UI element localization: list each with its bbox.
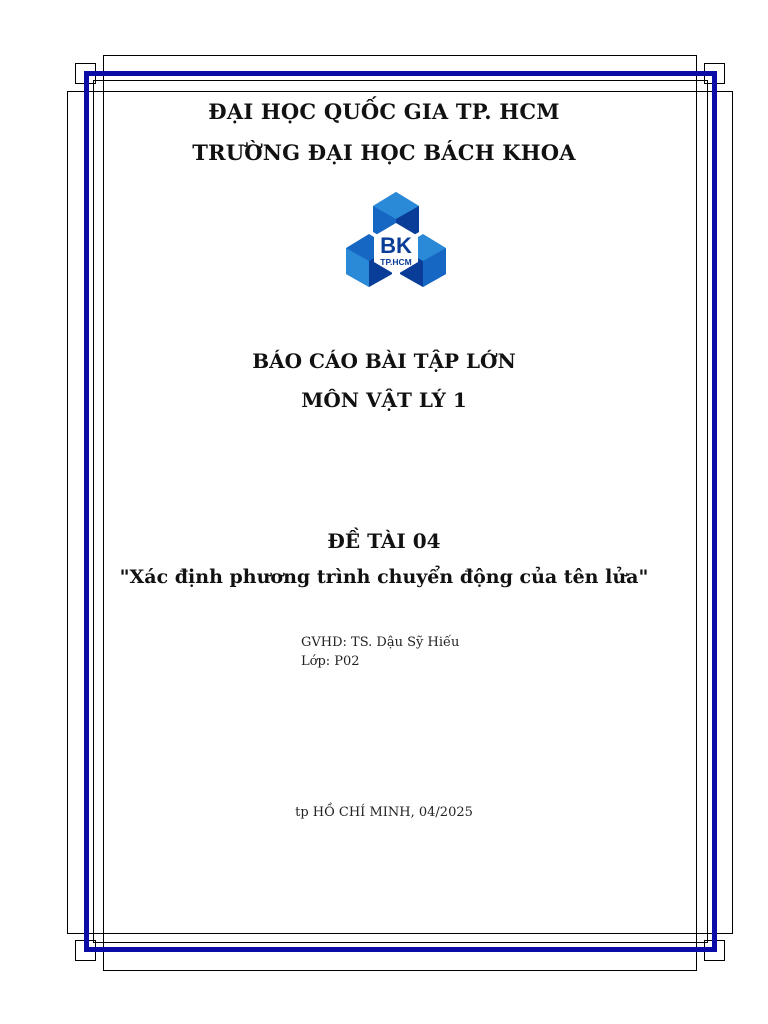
bk-logo: [345, 190, 447, 298]
place-date: tp HỒ CHÍ MINH, 04/2025: [295, 805, 473, 820]
topic-number: ĐỀ TÀI 04: [327, 529, 441, 553]
school-name: TRƯỜNG ĐẠI HỌC BÁCH KHOA: [192, 140, 576, 165]
report-title: BÁO CÁO BÀI TẬP LỚN: [252, 349, 516, 373]
advisor-line: GVHD: TS. Dậu Sỹ Hiếu: [301, 635, 460, 650]
topic-name: "Xác định phương trình chuyển động của tên lửa": [119, 566, 649, 588]
report-subject: MÔN VẬT LÝ 1: [301, 388, 467, 412]
logo-text-tphcm: TP.HCM: [380, 257, 412, 267]
university-name: ĐẠI HỌC QUỐC GIA TP. HCM: [208, 99, 560, 124]
class-line: Lớp: P02: [301, 654, 360, 669]
logo-text-bk: BK: [380, 233, 412, 258]
